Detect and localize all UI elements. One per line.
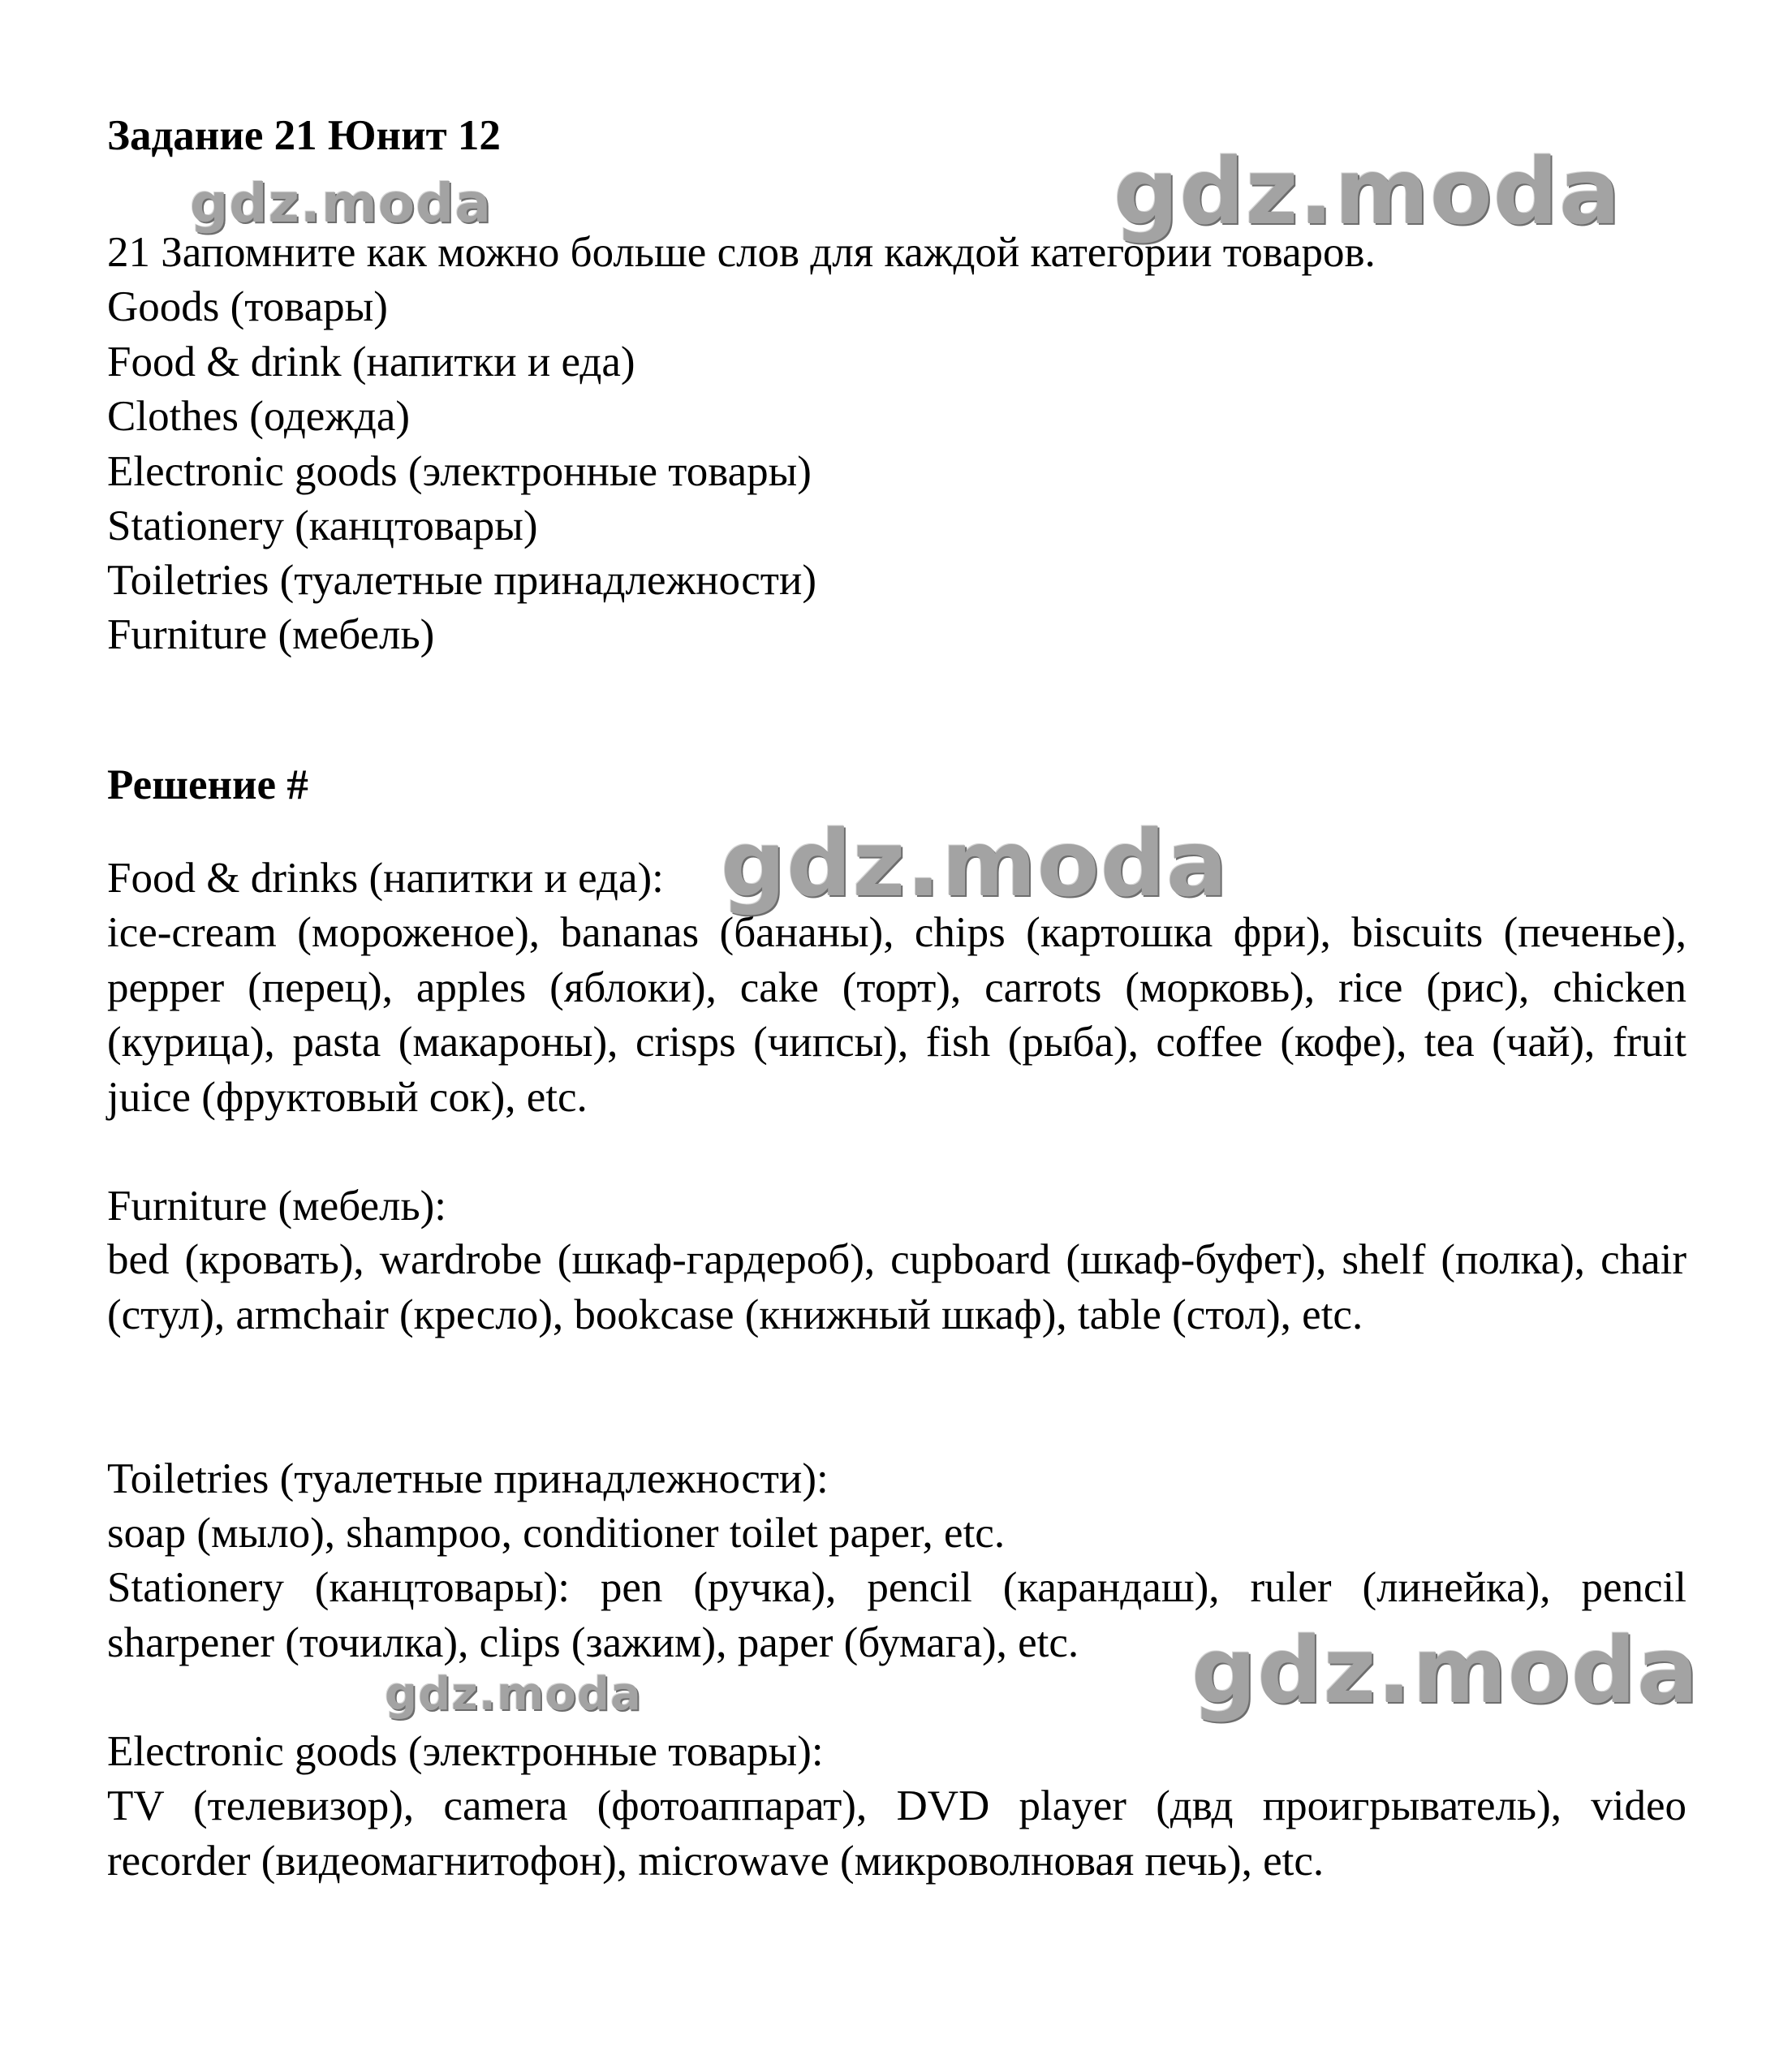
- category-food-drink: Food & drink (напитки и еда): [107, 338, 635, 386]
- watermark-logo: gdz.moda: [1114, 140, 1622, 245]
- toiletries-list: soap (мыло), shampoo, conditioner toilet paper, etc.: [107, 1510, 1006, 1557]
- solution-heading: Решение #: [107, 761, 308, 808]
- stationery-list: Stationery (канцтовары): pen (ручка), pencil (карандаш), ruler (линейка), pencil sharpener (точилка), clips (зажим), paper (бумага), etc.: [107, 1564, 1686, 1666]
- category-furniture: Furniture (мебель): [107, 611, 435, 658]
- category-clothes: Clothes (одежда): [107, 393, 411, 440]
- category-stationery: Stationery (канцтовары): [107, 502, 538, 549]
- furniture-list: bed (кровать), wardrobe (шкаф-гардероб), cupboard (шкаф-буфет), shelf (полка), chair (стул), armchair (кресло), bookcase (книжный шкаф), table (стол), etc.: [107, 1236, 1686, 1338]
- task-instruction: 21 Запомните как можно больше слов для каждой категории товаров.: [107, 229, 1376, 276]
- category-goods: Goods (товары): [107, 283, 388, 330]
- toiletries-heading: Toiletries (туалетные принадлежности):: [107, 1455, 829, 1502]
- watermark-logo: gdz.moda: [721, 812, 1229, 917]
- category-electronic-goods: Electronic goods (электронные товары): [107, 448, 812, 495]
- watermark-logo: gdz.moda: [385, 1668, 642, 1721]
- page-title: Задание 21 Юнит 12: [107, 112, 501, 159]
- watermark-logo: gdz.moda: [1191, 1618, 1699, 1724]
- category-toiletries: Toiletries (туалетные принадлежности): [107, 557, 816, 604]
- watermark-logo: gdz.moda: [190, 172, 492, 235]
- furniture-heading: Furniture (мебель):: [107, 1183, 446, 1230]
- food-list: ice-cream (мороженое), bananas (бананы), chips (картошка фри), biscuits (печенье), pepper (перец), apples (яблоки), cake (торт), carrots (морковь), rice (рис), chicken (курица), pasta (макароны), crisps (чипсы), fish (рыба), coffee (кофе), tea (чай), fruit juice (фруктовый сок), etc.: [107, 909, 1686, 1121]
- electronic-heading: Electronic goods (электронные товары):: [107, 1728, 824, 1775]
- food-heading: Food & drinks (напитки и еда):: [107, 855, 664, 902]
- electronic-list: TV (телевизор), camera (фотоаппарат), DVD player (двд проигрыватель), video recorder (видеомагнитофон), microwave (микроволновая печь), etc.: [107, 1782, 1686, 1885]
